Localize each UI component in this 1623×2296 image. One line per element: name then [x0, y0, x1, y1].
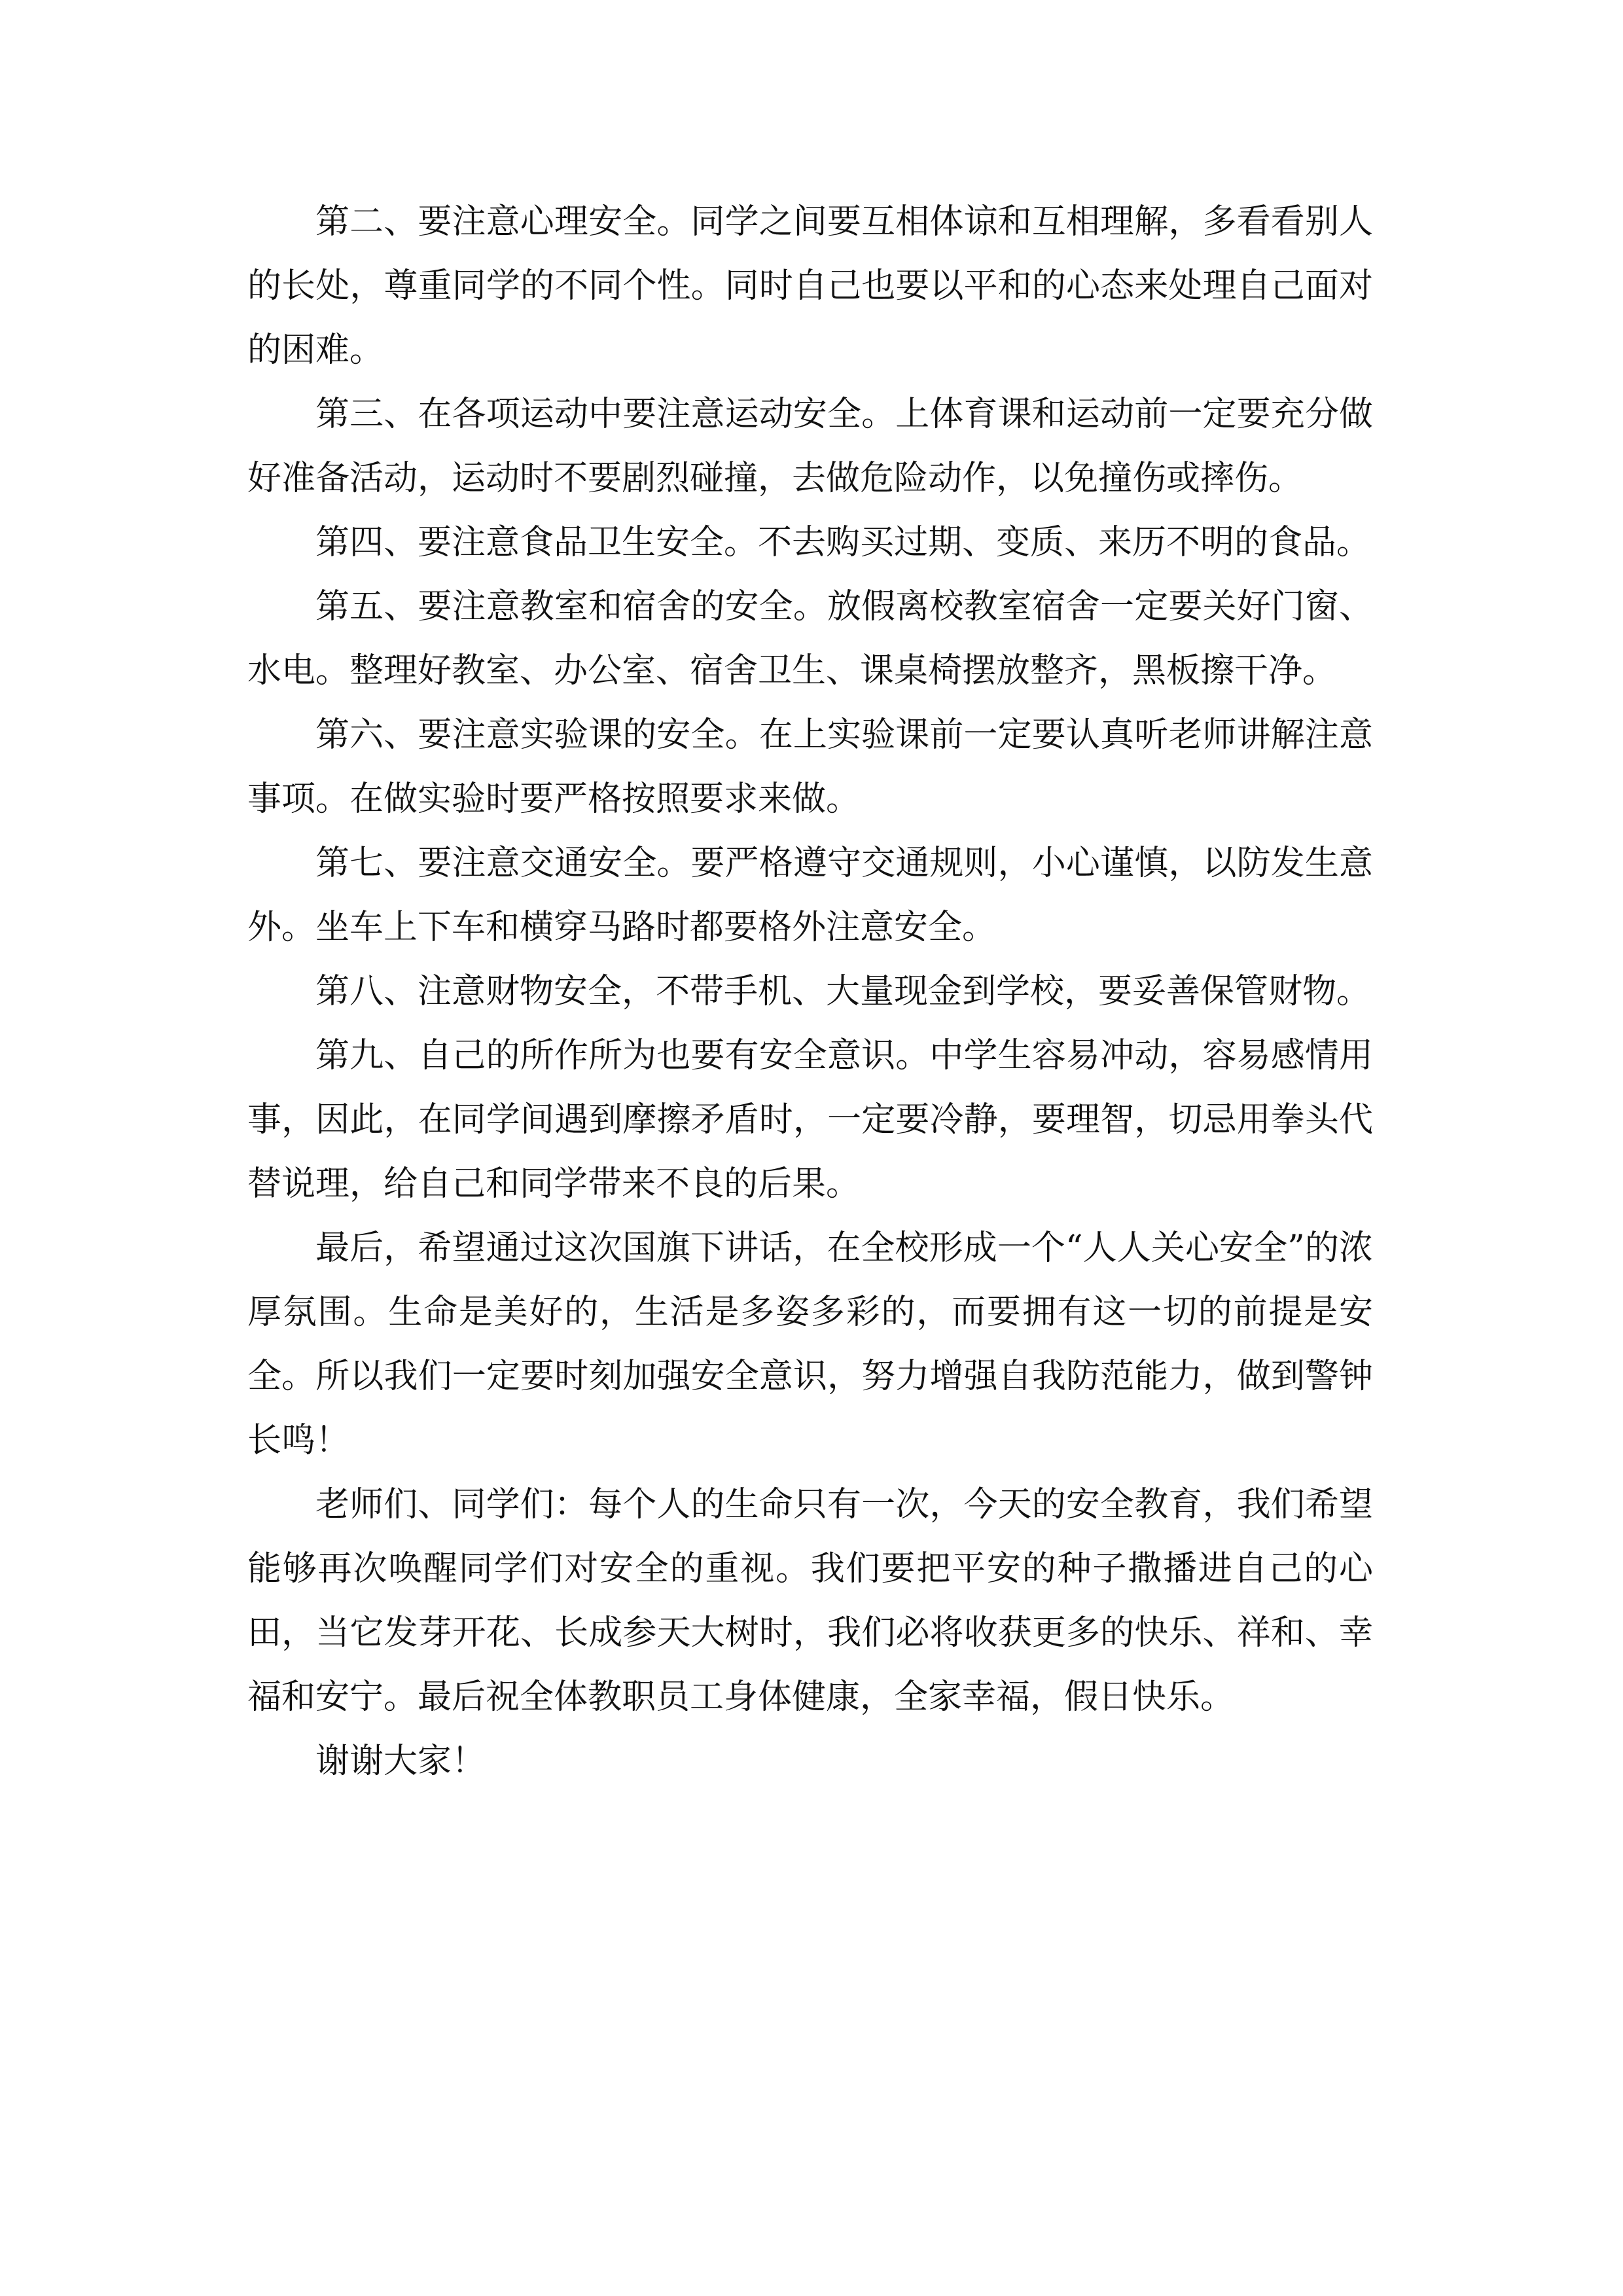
paragraph-safety-sports: 第三、在各项运动中要注意运动安全。上体育课和运动前一定要充分做好准备活动，运动时不要剧烈碰撞，去做危险动作，以免撞伤或摔伤。 [247, 395, 1373, 498]
paragraph-safety-behavior: 第九、自己的所作所为也要有安全意识。中学生容易冲动，容易感情用事，因此，在同学间遇到摩擦矛盾时，一定要冷静，要理智，切忌用拳头代替说理，给自己和同学带来不良的后果。 [247, 1036, 1373, 1204]
paragraph-closing-address: 老师们、同学们：每个人的生命只有一次，今天的安全教育，我们希望能够再次唤醒同学们对安全的重视。我们要把平安的种子撒播进自己的心田，当它发芽开花、长成参天大树时，我们必将收获更多的快乐、祥和、幸福和安宁。最后祝全体教职员工身体健康，全家幸福，假日快乐。 [247, 1485, 1373, 1717]
paragraph-safety-property: 第八、注意财物安全，不带手机、大量现金到学校，要妥善保管财物。 [315, 972, 1371, 1011]
paragraph-safety-psychological: 第二、要注意心理安全。同学之间要互相体谅和互相理解，多看看别人的长处，尊重同学的不同个性。同时自己也要以平和的心态来处理自己面对的困难。 [247, 202, 1373, 370]
paragraph-thanks: 谢谢大家！ [315, 1742, 486, 1781]
document-page [247, 190, 1373, 1793]
paragraph-safety-traffic: 第七、要注意交通安全。要严格遵守交通规则，小心谨慎，以防发生意外。坐车上下车和横穿马路时都要格外注意安全。 [247, 844, 1373, 947]
paragraph-safety-lab: 第六、要注意实验课的安全。在上实验课前一定要认真听老师讲解注意事项。在做实验时要严格按照要求来做。 [247, 715, 1373, 819]
paragraph-safety-food: 第四、要注意食品卫生安全。不去购买过期、变质、来历不明的食品。 [315, 523, 1371, 562]
paragraph-closing-hope: 最后，希望通过这次国旗下讲话，在全校形成一个“人人关心安全”的浓厚氛围。生命是美好的，生活是多姿多彩的，而要拥有这一切的前提是安全。所以我们一定要时刻加强安全意识，努力增强自我防范能力，做到警钟长鸣！ [247, 1229, 1373, 1460]
paragraph-safety-classroom-dorm: 第五、要注意教室和宿舍的安全。放假离校教室宿舍一定要关好门窗、水电。整理好教室、办公室、宿舍卫生、课桌椅摆放整齐，黑板擦干净。 [247, 587, 1373, 691]
